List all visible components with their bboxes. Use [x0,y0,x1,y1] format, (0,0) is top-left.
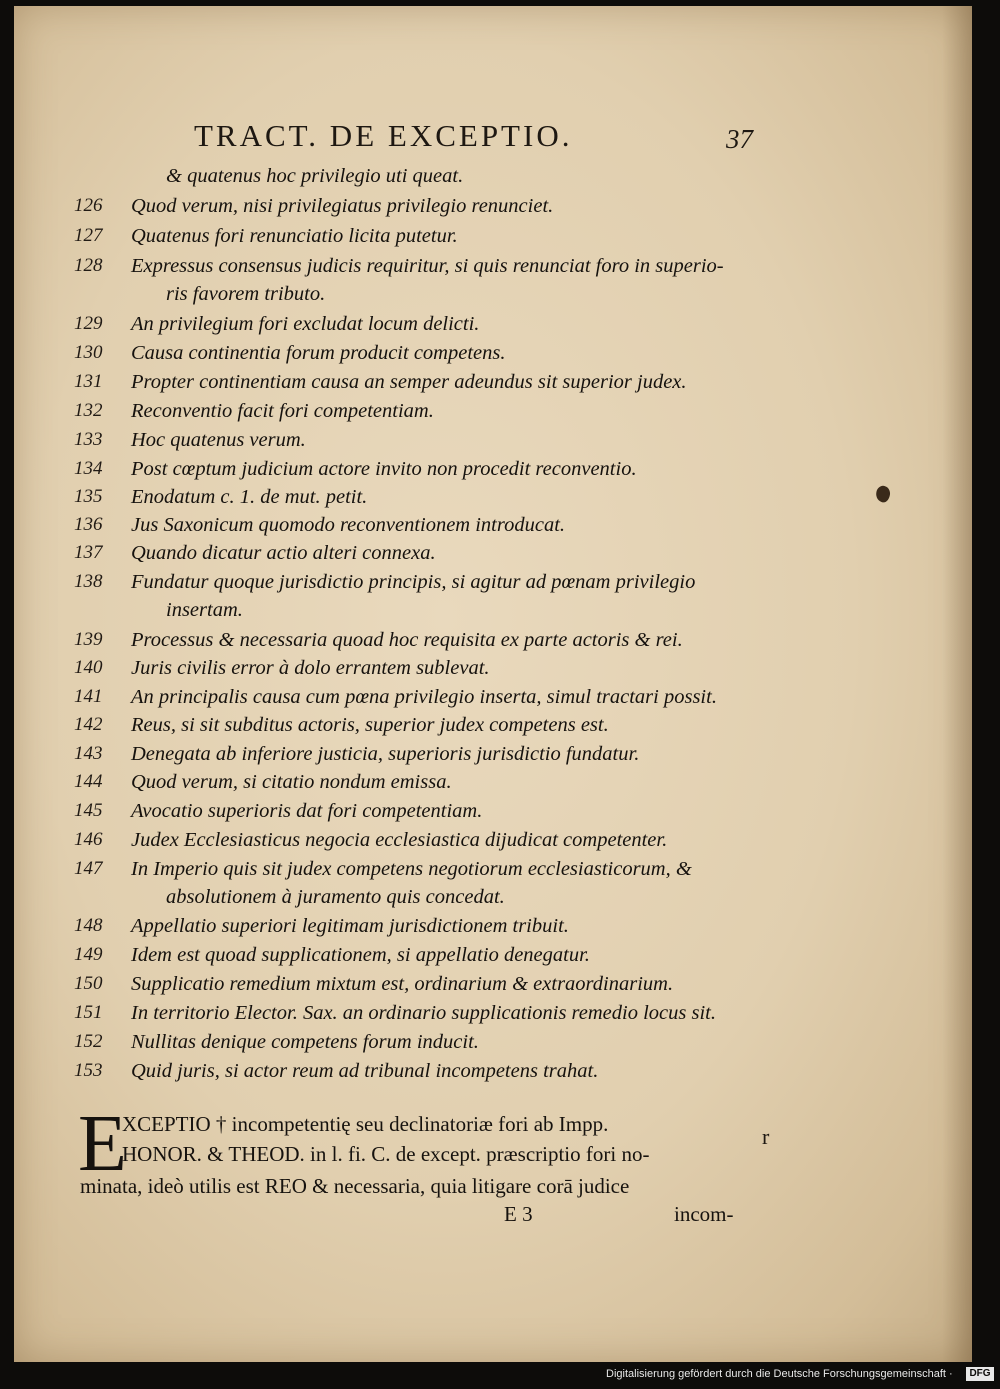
summary-line [14,455,972,483]
catchword: incom- [674,1202,734,1226]
summary-number: 133 [74,429,103,450]
summary-line [14,397,972,425]
summary-number: 127 [74,225,103,246]
summary-text: Enodatum c. 1. de mut. petit. [131,486,368,508]
summary-number: 129 [74,313,103,334]
summary-line [14,826,972,854]
funding-credit: Digitalisierung gefördert durch die Deutsche Forschungsgemeinschaft · [606,1368,953,1380]
body-line: minata, ideò utilis est REO & necessaria, quia litigare corā judice [80,1174,630,1198]
summary-number: 142 [74,714,103,735]
summary-text: Avocatio superioris dat fori competentiam. [131,800,483,822]
summary-number: 151 [74,1002,103,1023]
margin-mark: r [762,1124,770,1149]
summary-text: An privilegium fori excludat locum delicti. [131,313,480,335]
summary-line [14,683,972,711]
signature-mark: E 3 [504,1202,533,1226]
drop-capital: E [78,1100,127,1188]
summary-text: Propter continentiam causa an semper adeundus sit superior judex. [131,371,687,393]
summary-line [14,368,972,396]
summary-line [14,912,972,940]
summary-text: Hoc quatenus verum. [131,429,306,451]
summary-line [14,654,972,682]
summary-line [14,1057,972,1085]
summary-text: In Imperio quis sit judex competens negotiorum ecclesiasticorum, & [131,858,692,880]
summary-text: Quando dicatur actio alteri connexa. [131,542,436,564]
summary-text: insertam. [166,599,243,621]
summary-text: Expressus consensus judicis requiritur, si quis renunciat foro in superio- [131,255,724,277]
summary-number: 147 [74,858,103,879]
summary-line [14,740,972,768]
summary-number: 130 [74,342,103,363]
summary-line [14,483,972,511]
summary-number: 141 [74,686,103,707]
summary-line [14,855,972,883]
summary-text: Quod verum, nisi privilegiatus privilegio renunciet. [131,195,554,217]
summary-line [14,970,972,998]
summary-text: An principalis causa cum pœna privilegio inserta, simul tractari possit. [131,686,717,708]
summary-number: 138 [74,571,103,592]
summary-number: 139 [74,629,103,650]
summary-line [14,192,972,220]
summary-text: Post cœptum judicium actore invito non procedit reconventio. [131,458,637,480]
summary-number: 148 [74,915,103,936]
summary-line [14,711,972,739]
summary-line [14,626,972,654]
summary-number: 145 [74,800,103,821]
summary-number: 128 [74,255,103,276]
book-page [14,6,972,1362]
summary-line [14,539,972,567]
summary-number: 135 [74,486,103,507]
summary-number: 134 [74,458,103,479]
summary-number: 136 [74,514,103,535]
summary-line [14,1028,972,1056]
summary-line [14,252,972,280]
summary-number: 131 [74,371,103,392]
summary-text: Reus, si sit subditus actoris, superior judex competens est. [131,714,609,736]
page-footer [80,1202,766,1232]
summary-line [14,883,972,911]
summary-text: Juris civilis error à dolo errantem sublevat. [131,657,490,679]
summary-text: Judex Ecclesiasticus negocia ecclesiastica dijudicat competenter. [131,829,668,851]
summary-number: 153 [74,1060,103,1081]
summary-number: 140 [74,657,103,678]
summary-text: Appellatio superiori legitimam jurisdictionem tribuit. [131,915,569,937]
summary-line [14,797,972,825]
summary-number: 144 [74,771,103,792]
summary-text: Reconventio facit fori competentiam. [131,400,434,422]
body-line: HONOR. & THEOD. in l. fi. C. de except. præscriptio fori no- [122,1142,650,1166]
summary-line [14,941,972,969]
folio-number: 37 [726,124,753,154]
summary-line [14,162,972,190]
summary-text: In territorio Elector. Sax. an ordinario supplicationis remedio locus sit. [131,1002,716,1024]
summary-text: Fundatur quoque jurisdictio principis, si agitur ad pœnam privilegio [131,571,696,593]
summary-text: Quatenus fori renunciatio licita putetur. [131,225,458,247]
running-head: TRACT. DE EXCEPTIO. [194,118,573,153]
summary-number: 152 [74,1031,103,1052]
summary-line [14,568,972,596]
summary-line [14,768,972,796]
summary-line [14,339,972,367]
summary-number: 146 [74,829,103,850]
summary-line [14,426,972,454]
summary-text: Jus Saxonicum quomodo reconventionem introducat. [131,514,566,536]
summary-line [14,280,972,308]
summary-text: Idem est quoad supplicationem, si appellatio denegatur. [131,944,590,966]
summary-number: 150 [74,973,103,994]
summary-text: Causa continentia forum producit competens. [131,342,506,364]
summary-number: 149 [74,944,103,965]
summary-text: Processus & necessaria quoad hoc requisita ex parte actoris & rei. [131,629,683,651]
summary-text: Quid juris, si actor reum ad tribunal incompetens trahat. [131,1060,599,1082]
summary-line [14,999,972,1027]
body-line: XCEPTIO † incompetentię seu declinatoriæ fori ab Impp. [122,1112,609,1136]
summary-line [14,222,972,250]
summary-number: 143 [74,743,103,764]
summary-text: Quod verum, si citatio nondum emissa. [131,771,452,793]
summary-line [14,310,972,338]
summary-text: ris favorem tributo. [166,283,326,305]
summary-line [14,511,972,539]
summary-line [14,596,972,624]
summary-number: 137 [74,542,103,563]
summary-text: Nullitas denique competens forum inducit. [131,1031,479,1053]
summary-text: & quatenus hoc privilegio uti queat. [166,165,464,187]
summary-number: 132 [74,400,103,421]
summary-text: absolutionem à juramento quis concedat. [166,886,505,908]
summary-text: Supplicatio remedium mixtum est, ordinarium & extraordinarium. [131,973,674,995]
summary-number: 126 [74,195,103,216]
summary-text: Denegata ab inferiore justicia, superioris jurisdictio fundatur. [131,743,640,765]
dfg-logo-icon: DFG [966,1367,994,1381]
